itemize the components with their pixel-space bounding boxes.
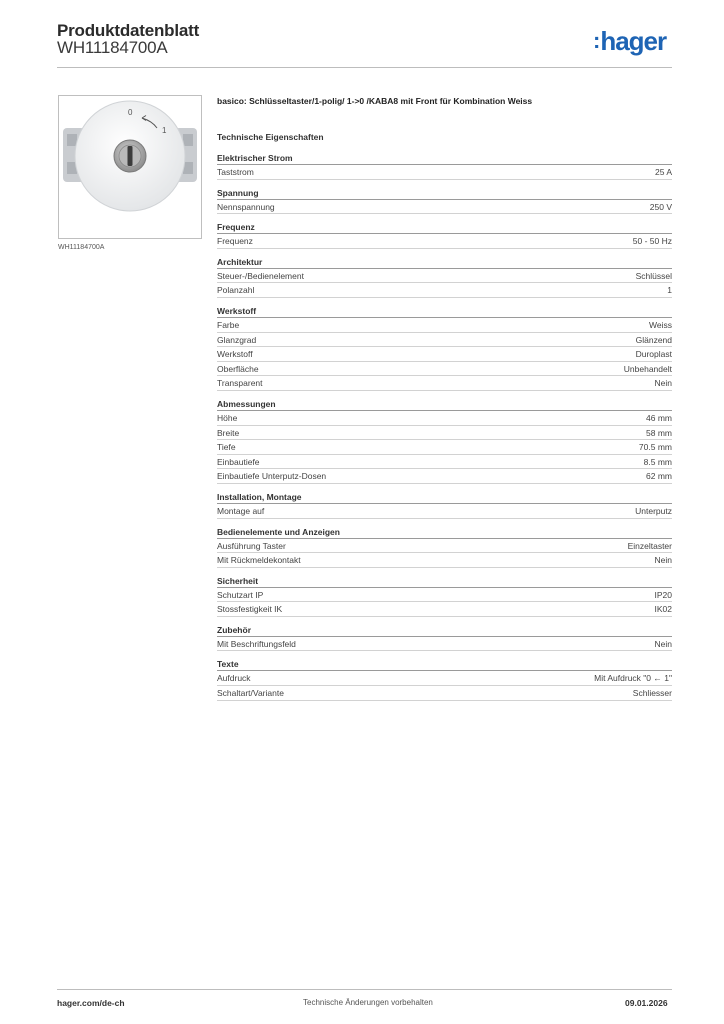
spec-value: IK02 bbox=[654, 604, 672, 615]
spec-row bbox=[217, 269, 672, 284]
section-heading: Technische Eigenschaften bbox=[217, 132, 324, 142]
spec-row bbox=[217, 362, 672, 377]
spec-label: Mit Rückmeldekontakt bbox=[217, 555, 301, 566]
spec-group bbox=[217, 526, 672, 568]
spec-label: Mit Beschriftungsfeld bbox=[217, 638, 296, 649]
logo-colon-icon: : bbox=[593, 28, 600, 53]
spec-label: Ausführung Taster bbox=[217, 540, 286, 551]
spec-label: Farbe bbox=[217, 319, 240, 330]
keyhole-icon bbox=[128, 146, 133, 166]
spec-group-title: Frequenz bbox=[217, 221, 672, 234]
spec-group bbox=[217, 256, 672, 298]
footer-divider bbox=[57, 989, 672, 990]
spec-value: Schlüssel bbox=[635, 270, 672, 281]
spec-content bbox=[217, 96, 672, 701]
spec-row bbox=[217, 376, 672, 391]
spec-group-title: Bedienelemente und Anzeigen bbox=[217, 526, 672, 539]
footer-date: 09.01.2026 bbox=[625, 998, 668, 1008]
spec-row bbox=[217, 671, 672, 686]
spec-label: Tiefe bbox=[217, 442, 236, 453]
spec-group-title: Sicherheit bbox=[217, 575, 672, 588]
spec-value: Unterputz bbox=[635, 505, 672, 516]
spec-row bbox=[217, 455, 672, 470]
spec-row bbox=[217, 200, 672, 215]
dial-label-one: 1 bbox=[162, 126, 167, 135]
spec-group bbox=[217, 658, 672, 700]
spec-value: Mit Aufdruck "0 ← 1" bbox=[594, 673, 672, 684]
spec-value: Nein bbox=[654, 638, 672, 649]
footer-website: hager.com/de-ch bbox=[57, 998, 125, 1008]
spec-group-title: Elektrischer Strom bbox=[217, 152, 672, 165]
spec-value: 50 - 50 Hz bbox=[632, 236, 672, 247]
spec-group-title: Texte bbox=[217, 658, 672, 671]
spec-value: Duroplast bbox=[635, 349, 672, 360]
spec-label: Steuer-/Bedienelement bbox=[217, 270, 304, 281]
spec-value: 25 A bbox=[654, 167, 672, 177]
spec-label: Schutzart IP bbox=[217, 589, 264, 600]
dial-label-zero: 0 bbox=[128, 108, 133, 117]
spec-row bbox=[217, 686, 672, 701]
spec-group bbox=[217, 624, 672, 652]
spec-label: Werkstoff bbox=[217, 349, 253, 360]
spec-value: Einzeltaster bbox=[627, 540, 672, 551]
spec-label: Polanzahl bbox=[217, 285, 255, 296]
spec-value: IP20 bbox=[654, 589, 672, 600]
spec-label: Taststrom bbox=[217, 167, 254, 177]
spec-value: 250 V bbox=[649, 201, 672, 212]
spec-value: 1 bbox=[667, 285, 672, 296]
spec-value: Nein bbox=[654, 378, 672, 389]
spec-value: 70.5 mm bbox=[638, 442, 672, 453]
spec-row bbox=[217, 347, 672, 362]
spec-group bbox=[217, 221, 672, 249]
spec-value: Weiss bbox=[649, 319, 672, 330]
spec-label: Aufdruck bbox=[217, 673, 251, 684]
spec-value: 46 mm bbox=[646, 412, 672, 423]
spec-row bbox=[217, 333, 672, 348]
spec-label: Einbautiefe bbox=[217, 456, 260, 467]
spec-label: Höhe bbox=[217, 412, 238, 423]
spec-label: Einbautiefe Unterputz-Dosen bbox=[217, 471, 327, 482]
spec-group bbox=[217, 575, 672, 617]
hager-logo bbox=[593, 26, 666, 57]
spec-value: Unbehandelt bbox=[623, 363, 672, 374]
spec-group-title: Installation, Montage bbox=[217, 491, 672, 504]
spec-group bbox=[217, 491, 672, 519]
spec-row bbox=[217, 234, 672, 249]
footer-notice: Technische Änderungen vorbehalten bbox=[303, 998, 433, 1007]
spec-row bbox=[217, 469, 672, 484]
spec-group-title: Werkstoff bbox=[217, 305, 672, 318]
product-image bbox=[58, 95, 202, 239]
product-code: WH11184700A bbox=[57, 38, 168, 57]
logo-text: hager bbox=[600, 26, 667, 56]
spec-groups bbox=[217, 152, 672, 701]
spec-row bbox=[217, 426, 672, 441]
spec-group-title: Architektur bbox=[217, 256, 672, 269]
spec-group-title: Spannung bbox=[217, 187, 672, 200]
spec-group bbox=[217, 305, 672, 391]
spec-row bbox=[217, 440, 672, 455]
spec-row bbox=[217, 283, 672, 298]
image-caption: WH11184700A bbox=[58, 244, 105, 251]
spec-group bbox=[217, 398, 672, 484]
page-title: Produktdatenblatt bbox=[57, 21, 200, 40]
spec-group bbox=[217, 187, 672, 215]
spec-group bbox=[217, 152, 672, 180]
header-divider bbox=[57, 67, 672, 68]
spec-label: Transparent bbox=[217, 378, 263, 389]
spec-value: Glänzend bbox=[635, 334, 672, 345]
spec-value: 62 mm bbox=[646, 471, 672, 482]
spec-label: Schaltart/Variante bbox=[217, 688, 284, 699]
spec-group-title: Zubehör bbox=[217, 624, 672, 637]
spec-row bbox=[217, 637, 672, 652]
spec-value: 58 mm bbox=[646, 427, 672, 438]
spec-row bbox=[217, 539, 672, 554]
spec-row bbox=[217, 602, 672, 617]
spec-value: Schliesser bbox=[632, 688, 672, 699]
spec-label: Frequenz bbox=[217, 236, 253, 247]
spec-row bbox=[217, 553, 672, 568]
spec-label: Montage auf bbox=[217, 505, 265, 516]
key-switch-illustration bbox=[59, 96, 201, 238]
spec-label: Breite bbox=[217, 427, 240, 438]
spec-row bbox=[217, 588, 672, 603]
spec-label: Glanzgrad bbox=[217, 334, 257, 345]
spec-label: Stossfestigkeit IK bbox=[217, 604, 283, 615]
spec-row bbox=[217, 504, 672, 519]
spec-group-title: Abmessungen bbox=[217, 398, 672, 411]
spec-row bbox=[217, 318, 672, 333]
spec-label: Oberfläche bbox=[217, 363, 259, 374]
spec-row bbox=[217, 165, 672, 180]
spec-row bbox=[217, 411, 672, 426]
product-title: basico: Schlüsseltaster/1-polig/ 1->0 /KABA8 mit Front für Kombination Weiss bbox=[217, 96, 533, 106]
spec-value: Nein bbox=[654, 555, 672, 566]
spec-label: Nennspannung bbox=[217, 201, 275, 212]
spec-value: 8.5 mm bbox=[643, 456, 672, 467]
